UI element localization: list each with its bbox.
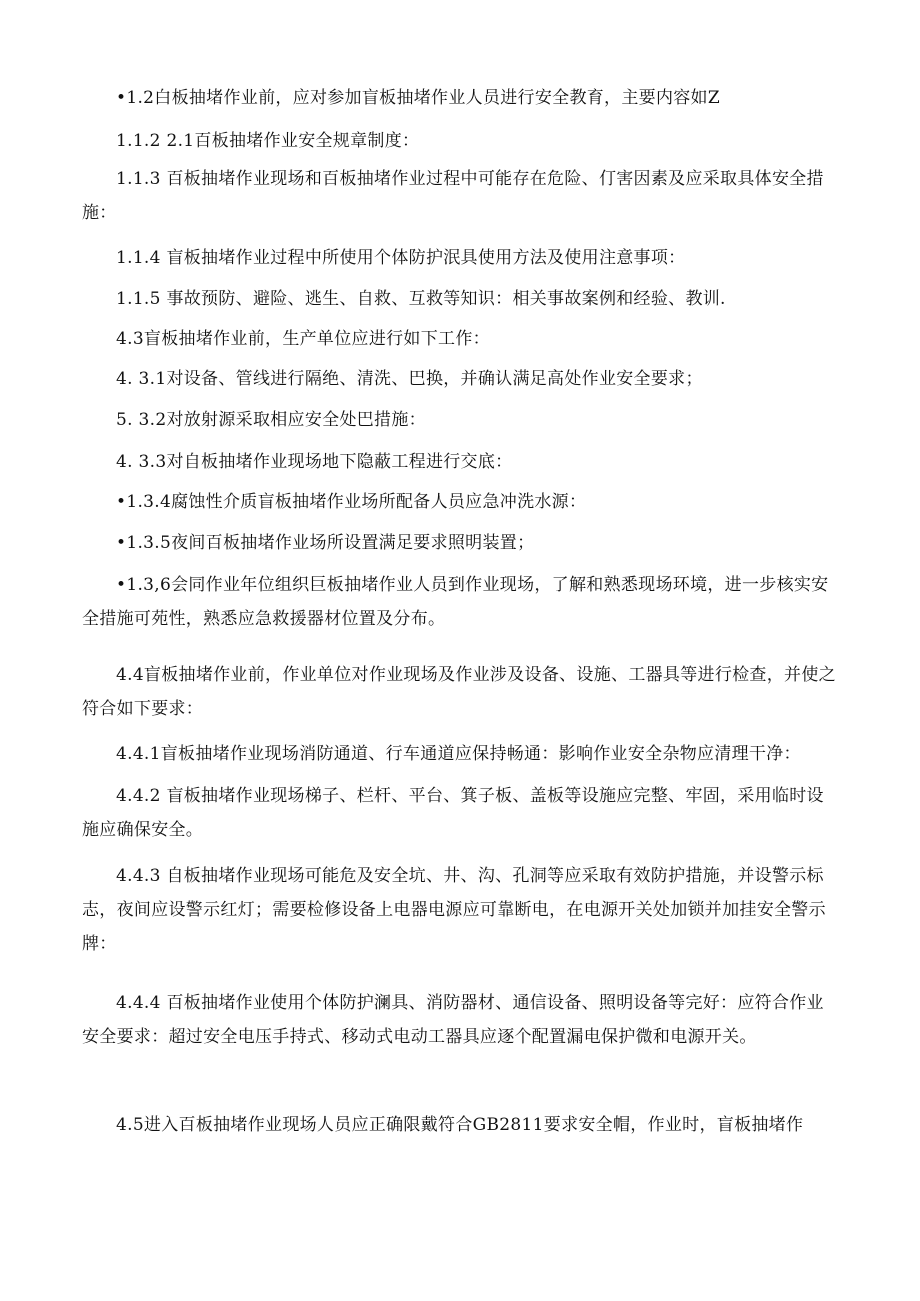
- paragraph-5: 1.1.5 事故预防、避险、逃生、自救、互救等知识：相关事故案例和经验、教训.: [116, 289, 726, 309]
- paragraph-15: 4.4.2 盲板抽堵作业现场梯子、栏杆、平台、箕子板、盖板等设施应完整、牢固，采用临时设施应确保安全。: [82, 786, 824, 840]
- paragraph-10: •1.3.4腐蚀性介质盲板抽堵作业场所配备人员应急冲洗水源：: [116, 492, 587, 512]
- paragraph-6: 4.3盲板抽堵作业前，生产单位应进行如下工作：: [116, 329, 490, 349]
- paragraph-11: •1.3.5夜间百板抽堵作业场所设置满足要求照明装置；: [116, 533, 535, 553]
- paragraph-2: 1.1.2 2.1百板抽堵作业安全规章制度：: [116, 131, 420, 151]
- paragraph-8: 5. 3.2对放射源采取相应安全处巴措施：: [116, 410, 426, 430]
- paragraph-1: •1.2白板抽堵作业前，应对参加盲板抽堵作业人员进行安全教育，主要内容如Z: [116, 88, 720, 108]
- paragraph-7: 4. 3.1对设备、管线进行隔绝、清洗、巴换，并确认满足高处作业安全要求；: [116, 369, 703, 389]
- paragraph-13: 4.4盲板抽堵作业前，作业单位对作业现场及作业涉及设备、设施、工器具等进行检查，并使之符合如下要求：: [82, 665, 836, 719]
- paragraph-12: •1.3,6会同作业年位组织巨板抽堵作业人员到作业现场，了解和熟悉现场环境，进一步核实安全措施可苑性，熟悉应急救援器材位置及分布。: [82, 575, 829, 629]
- paragraph-4: 1.1.4 盲板抽堵作业过程中所使用个体防护泯具使用方法及使用注意事项：: [116, 248, 686, 268]
- paragraph-14: 4.4.1盲板抽堵作业现场消防通道、行车通道应保持畅通：影响作业安全杂物应清理干净：: [116, 744, 801, 764]
- paragraph-17: 4.4.4 百板抽堵作业使用个体防护澜具、消防器材、通信设备、照明设备等完好：应符合作业安全要求：超过安全电压手持式、移动式电动工器具应逐个配置漏电保护微和电源开关。: [82, 993, 824, 1047]
- paragraph-16: 4.4.3 自板抽堵作业现场可能危及安全坑、井、沟、孔洞等应采取有效防护措施，并设警示标志，夜间应设警示红灯；需要检修设备上电器电源应可靠断电，在电源开关处加锁并加挂安全警示牌：: [82, 866, 826, 954]
- paragraph-18: 4.5进入百板抽堵作业现场人员应正确限戴符合GB2811要求安全帽，作业时，盲板抽堵作: [116, 1115, 804, 1135]
- paragraph-3: 1.1.3 百板抽堵作业现场和百板抽堵作业过程中可能存在危险、仃害因素及应采取具体安全措施：: [82, 169, 824, 223]
- paragraph-9: 4. 3.3对自板抽堵作业现场地下隐蔽工程进行交底：: [116, 452, 513, 472]
